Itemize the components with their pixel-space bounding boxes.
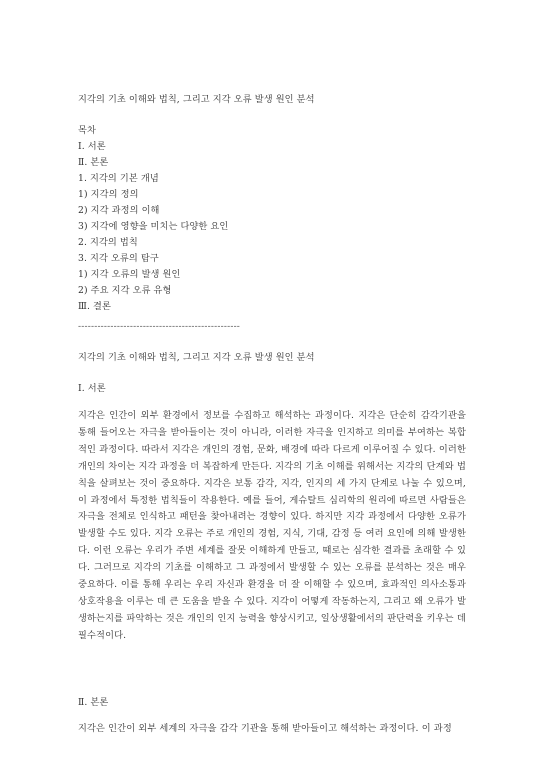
body-paragraph: 지각은 인간이 외부 세계의 자극을 감각 기관을 통해 받아들이고 해석하는 과정이다. 이 과정: [78, 723, 452, 734]
toc-heading: 목차: [78, 125, 96, 136]
intro-heading: Ⅰ. 서론: [78, 383, 106, 394]
toc-item: Ⅲ. 결론: [78, 301, 111, 312]
toc-item: 1. 지각의 기본 개념: [78, 173, 159, 184]
document-title: 지각의 기초 이해와 법칙, 그리고 지각 오류 발생 원인 분석: [78, 94, 315, 105]
intro-paragraph: 지각은 인간이 외부 환경에서 정보를 수집하고 해석하는 과정이다. 지각은 단순히 감각기관을 통해 들어오는 자극을 받아들이는 것이 아니라, 이러한 자극을 인지하고 의미를 부여하는 복합적인 과정이다. 따라서 지각은 개인의 경험, 문화, 배경에 따라 다르게 이루어질 수 있다. 이러한 개인의 차이는 지각 과정을 더 복잡하게 만든다. 지각의 기초 이해를 위해서는 지각의 단계와 법칙을 살펴보는 것이 중요하다. 지각은 보통 감각, 지각, 인지의 세 가지 단계로 나눌 수 있으며, 이 과정에서 특정한 법칙들이 작용한다. 예를 들어, 게슈탈트 심리학의 원리에 따르면 사람들은 자극을 전체로 인식하고 패턴을 찾아내려는 경향이 있다. 하지만 지각 과정에서 다양한 오류가 발생할 수도 있다. 지각 오류는 주로 개인의 경험, 지식, 기대, 감정 등 여러 요인에 의해 발생한다. 이런 오류는 우리가 주변 세계를 잘못 이해하게 만들고, 때로는 심각한 결과를 초래할 수 있다. 그러므로 지각의 기초를 이해하고 그 과정에서 발생할 수 있는 오류를 분석하는 것은 매우 중요하다. 이를 통해 우리는 우리 자신과 환경을 더 잘 이해할 수 있으며, 효과적인 의사소통과 상호작용을 이루는 데 큰 도움을 받을 수 있다. 지각이 어떻게 작동하는지, 그리고 왜 오류가 발생하는지를 파악하는 것은 개인의 인지 능력을 향상시키고, 일상생활에서의 판단력을 키우는 데 필수적이다.: [78, 410, 466, 641]
toc-item: 2) 지각 과정의 이해: [78, 205, 160, 216]
toc-item: Ⅰ. 서론: [78, 141, 106, 152]
toc-item: 2) 주요 지각 오류 유형: [78, 285, 172, 296]
toc-item: Ⅱ. 본론: [78, 157, 109, 168]
body-title: 지각의 기초 이해와 법칙, 그리고 지각 오류 발생 원인 분석: [78, 352, 315, 363]
toc-item: 1) 지각 오류의 발생 원인: [78, 269, 181, 280]
separator-line: --------------------------------------------------: [78, 322, 241, 332]
toc-item: 1) 지각의 정의: [78, 189, 139, 200]
toc-item: 3. 지각 오류의 탐구: [78, 253, 159, 264]
body-heading: Ⅱ. 본론: [78, 697, 109, 708]
toc-item: 3) 지각에 영향을 미치는 다양한 요인: [78, 221, 229, 232]
toc-item: 2. 지각의 법칙: [78, 237, 138, 248]
